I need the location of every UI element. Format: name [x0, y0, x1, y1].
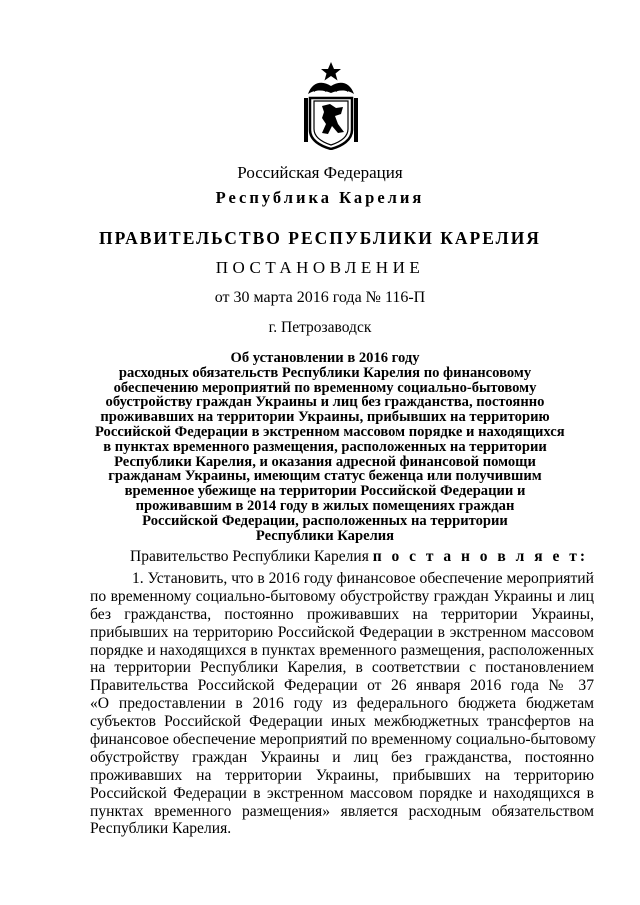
body-line: субъектов Российской Федерации иных межбюджетных трансфертов на: [90, 713, 594, 731]
title-line: Российской Федерации в экстренном массовом порядке и находящихся: [95, 423, 565, 440]
title-line: гражданам Украины, имеющим статус беженца или получившим: [108, 468, 542, 485]
title-line: Республики Карелия, и оказания адресной финансовой помощи: [114, 453, 536, 470]
body-line: пунктах временного размещения» является расходным обязательством: [90, 802, 594, 820]
body-line: «О предоставлении в 2016 году из федерального бюджета бюджетам: [90, 695, 594, 713]
title-line: расходных обязательств Республики Карелия по финансовому: [118, 364, 532, 381]
title-line: Российской Федерации, расположенных на территории: [142, 512, 508, 529]
body-line: 1. Установить, что в 2016 году финансовое обеспечение мероприятий: [132, 570, 594, 587]
preamble-text: Правительство Республики Карелия: [130, 548, 373, 565]
body-line: финансовое обеспечение мероприятий по временному социально-бытовому: [90, 731, 596, 749]
title-line: временное убежище на территории Российской Федерации и: [124, 483, 526, 500]
document-date-number: от 30 марта 2016 года № 116-П: [214, 289, 426, 306]
body-line: Правительства Российской Федерации от 26 января 2016 года № 37: [90, 677, 594, 695]
republic-name: Республика Карелия: [215, 188, 425, 207]
body-line: на территории Республики Карелия, в соответствии с постановлением: [90, 659, 594, 677]
title-line: проживавшим в 2014 году в жилых помещениях граждан: [135, 497, 515, 514]
title-line: Об установлении в 2016 году: [230, 350, 420, 366]
body-line: Республики Карелия.: [90, 820, 232, 838]
body-line: без гражданства, постоянно проживавших на территории Украины,: [90, 605, 594, 623]
title-line: обустройству граждан Украины и лиц без гражданства, постоянно: [105, 394, 545, 411]
karelia-coat-of-arms-icon: [300, 60, 362, 150]
preamble-decree-word: п о с т а н о в л я е т:: [372, 548, 589, 565]
body-line: прибывших на территорию Российской Федерации в экстренном массовом: [90, 623, 594, 641]
title-line: в пунктах временного размещения, расположенных на территории: [103, 438, 547, 455]
body-line: по временному социально-бытовому обустройству граждан Украины и лиц: [90, 587, 594, 605]
document-city: г. Петрозаводск: [268, 319, 372, 336]
body-line: обустройству граждан Украины и лиц без гражданства, постоянно: [90, 748, 594, 766]
document-title: [95, 350, 565, 544]
document-body: [90, 570, 594, 838]
country-name: Российская Федерация: [237, 163, 403, 182]
body-line: проживавших на территории Украины, прибывших на территорию: [90, 766, 594, 784]
title-line: обеспечению мероприятий по временному социально-бытовому: [113, 379, 537, 396]
document-type: ПОСТАНОВЛЕНИЕ: [215, 258, 425, 277]
government-title: ПРАВИТЕЛЬСТВО РЕСПУБЛИКИ КАРЕЛИЯ: [99, 228, 541, 248]
body-line: порядке и находящихся в пунктах временного размещения, расположенных: [90, 641, 594, 659]
body-line: Российской Федерации в экстренном массовом порядке и находящихся в: [90, 784, 594, 802]
title-line: проживавших на территории Украины, прибывших на территорию: [100, 409, 550, 426]
title-line: Республики Карелия: [255, 527, 395, 544]
preamble: [130, 548, 588, 566]
